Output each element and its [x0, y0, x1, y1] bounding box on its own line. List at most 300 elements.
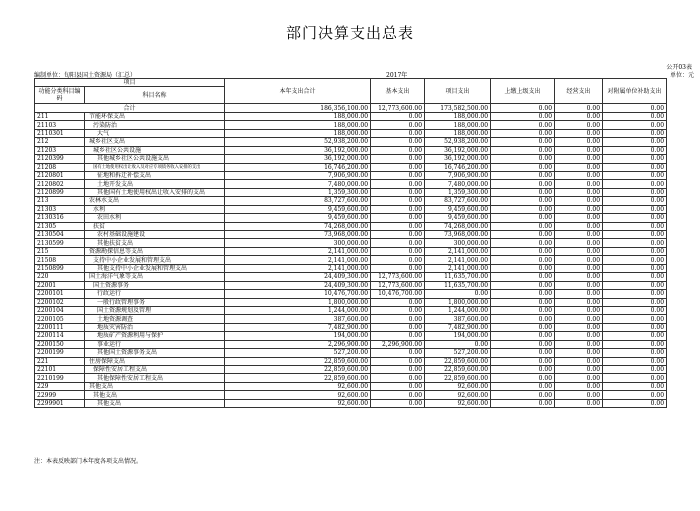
row-subsidy: 0.00 — [603, 146, 667, 154]
row-subsidy: 0.00 — [603, 247, 667, 255]
row-name: 事业运行 — [85, 340, 225, 348]
row-business: 0.00 — [555, 399, 603, 407]
row-upper: 0.00 — [491, 231, 555, 239]
row-total: 7,906,900.00 — [225, 171, 371, 179]
row-total: 2,141,000.00 — [225, 264, 371, 272]
row-name: 土地开发支出 — [85, 180, 225, 188]
row-project: 188,000.00 — [425, 121, 491, 129]
table-row — [35, 264, 667, 272]
row-business: 0.00 — [555, 256, 603, 264]
row-project: 7,482,900.00 — [425, 323, 491, 331]
row-project: 387,600.00 — [425, 315, 491, 323]
row-basic: 0.00 — [371, 239, 425, 247]
row-project: 0.00 — [425, 290, 491, 298]
table-row — [35, 281, 667, 289]
row-code: 2130504 — [35, 231, 85, 239]
table-row — [35, 180, 667, 188]
table-row — [35, 298, 667, 306]
row-upper: 0.00 — [491, 366, 555, 374]
row-upper: 0.00 — [491, 112, 555, 120]
row-code: 2200101 — [35, 290, 85, 298]
row-project: 36,192,000.00 — [425, 146, 491, 154]
row-upper: 0.00 — [491, 382, 555, 390]
row-name: 国土海洋气象等支出 — [85, 273, 225, 281]
row-subsidy: 0.00 — [603, 129, 667, 137]
row-name: 国土资源规划及管理 — [85, 306, 225, 314]
row-total: 92,600.00 — [225, 382, 371, 390]
row-basic: 0.00 — [371, 306, 425, 314]
row-business: 0.00 — [555, 306, 603, 314]
row-code: 2120399 — [35, 155, 85, 163]
row-subsidy: 0.00 — [603, 281, 667, 289]
row-business: 0.00 — [555, 188, 603, 196]
row-total: 7,482,900.00 — [225, 323, 371, 331]
table-row — [35, 247, 667, 255]
row-total: 73,968,000.00 — [225, 231, 371, 239]
row-subsidy: 0.00 — [603, 197, 667, 205]
row-code: 21508 — [35, 256, 85, 264]
row-project: 194,000.00 — [425, 332, 491, 340]
row-upper: 0.00 — [491, 315, 555, 323]
table-row — [35, 332, 667, 340]
row-upper: 0.00 — [491, 323, 555, 331]
row-subsidy: 0.00 — [603, 155, 667, 163]
row-project: 92,600.00 — [425, 382, 491, 390]
row-upper: 0.00 — [491, 138, 555, 146]
row-subsidy: 0.00 — [603, 298, 667, 306]
row-business: 0.00 — [555, 180, 603, 188]
row-basic: 0.00 — [371, 129, 425, 137]
row-basic: 0.00 — [371, 121, 425, 129]
table-row — [35, 357, 667, 365]
row-upper: 0.00 — [491, 349, 555, 357]
row-business: 0.00 — [555, 197, 603, 205]
row-basic: 0.00 — [371, 357, 425, 365]
row-business: 0.00 — [555, 214, 603, 222]
row-basic: 0.00 — [371, 205, 425, 213]
row-project: 2,141,000.00 — [425, 247, 491, 255]
row-project: 52,938,200.00 — [425, 138, 491, 146]
row-code: 21203 — [35, 146, 85, 154]
row-code: 2200105 — [35, 315, 85, 323]
table-row — [35, 222, 667, 230]
row-basic: 0.00 — [371, 138, 425, 146]
row-code: 221 — [35, 357, 85, 365]
row-project: 22,859,600.00 — [425, 366, 491, 374]
row-project: 92,600.00 — [425, 391, 491, 399]
table-row — [35, 146, 667, 154]
header-row-1 — [35, 79, 667, 87]
row-subsidy: 0.00 — [603, 273, 667, 281]
row-total: 52,938,200.00 — [225, 138, 371, 146]
row-name: 其他城乡社区公共设施支出 — [85, 155, 225, 163]
row-project: 2,141,000.00 — [425, 256, 491, 264]
row-business: 0.00 — [555, 171, 603, 179]
row-total: 300,000.00 — [225, 239, 371, 247]
row-subsidy: 0.00 — [603, 290, 667, 298]
row-code: 2299901 — [35, 399, 85, 407]
table-row — [35, 214, 667, 222]
row-upper: 0.00 — [491, 264, 555, 272]
row-total: 22,859,600.00 — [225, 366, 371, 374]
row-code: 2120802 — [35, 180, 85, 188]
row-name: 行政运行 — [85, 290, 225, 298]
row-upper: 0.00 — [491, 197, 555, 205]
row-total: 24,409,300.00 — [225, 273, 371, 281]
row-basic: 0.00 — [371, 146, 425, 154]
row-name: 住房保障支出 — [85, 357, 225, 365]
row-upper: 0.00 — [491, 273, 555, 281]
header-name: 科目名称 — [85, 87, 225, 104]
row-upper: 0.00 — [491, 214, 555, 222]
row-project: 9,459,600.00 — [425, 205, 491, 213]
header-code: 功能分类科目编码 — [35, 87, 85, 104]
row-basic: 0.00 — [371, 214, 425, 222]
row-code: 2200102 — [35, 298, 85, 306]
row-upper: 0.00 — [491, 399, 555, 407]
total-label: 合计 — [35, 104, 225, 112]
row-project: 1,359,300.00 — [425, 188, 491, 196]
row-upper: 0.00 — [491, 340, 555, 348]
row-name: 其他支出 — [85, 382, 225, 390]
row-total: 188,000.00 — [225, 112, 371, 120]
row-upper: 0.00 — [491, 155, 555, 163]
total-upper: 0.00 — [491, 104, 555, 112]
row-name: 城乡社区公共设施 — [85, 146, 225, 154]
row-upper: 0.00 — [491, 281, 555, 289]
row-business: 0.00 — [555, 138, 603, 146]
row-project: 7,906,900.00 — [425, 171, 491, 179]
header-project: 项目 — [35, 79, 225, 87]
row-business: 0.00 — [555, 290, 603, 298]
row-basic: 0.00 — [371, 399, 425, 407]
row-project: 36,192,000.00 — [425, 155, 491, 163]
row-basic: 0.00 — [371, 163, 425, 171]
row-total: 24,409,300.00 — [225, 281, 371, 289]
row-subsidy: 0.00 — [603, 256, 667, 264]
row-business: 0.00 — [555, 129, 603, 137]
row-total: 16,746,200.00 — [225, 163, 371, 171]
row-subsidy: 0.00 — [603, 323, 667, 331]
table-row — [35, 112, 667, 120]
row-code: 212 — [35, 138, 85, 146]
row-basic: 0.00 — [371, 382, 425, 390]
total-basic: 12,773,600.00 — [371, 104, 425, 112]
row-code: 2200199 — [35, 349, 85, 357]
table-row — [35, 323, 667, 331]
row-subsidy: 0.00 — [603, 138, 667, 146]
row-total: 194,000.00 — [225, 332, 371, 340]
row-code: 2200104 — [35, 306, 85, 314]
row-code: 2200111 — [35, 323, 85, 331]
row-project: 11,635,700.00 — [425, 273, 491, 281]
table-row — [35, 239, 667, 247]
row-upper: 0.00 — [491, 180, 555, 188]
row-code: 229 — [35, 382, 85, 390]
table-row — [35, 155, 667, 163]
row-subsidy: 0.00 — [603, 180, 667, 188]
row-subsidy: 0.00 — [603, 374, 667, 382]
row-code: 21103 — [35, 121, 85, 129]
row-code: 2210199 — [35, 374, 85, 382]
row-project: 22,859,600.00 — [425, 374, 491, 382]
table-row — [35, 366, 667, 374]
table-row — [35, 306, 667, 314]
table-row — [35, 231, 667, 239]
row-total: 22,859,600.00 — [225, 357, 371, 365]
total-business: 0.00 — [555, 104, 603, 112]
table-row — [35, 273, 667, 281]
table-row — [35, 171, 667, 179]
row-basic: 0.00 — [371, 332, 425, 340]
row-subsidy: 0.00 — [603, 332, 667, 340]
table-row — [35, 205, 667, 213]
row-basic: 10,476,700.00 — [371, 290, 425, 298]
row-name: 其他支出 — [85, 399, 225, 407]
table-row — [35, 399, 667, 407]
row-upper: 0.00 — [491, 239, 555, 247]
row-basic: 0.00 — [371, 197, 425, 205]
row-code: 2200150 — [35, 340, 85, 348]
row-subsidy: 0.00 — [603, 340, 667, 348]
table-row — [35, 256, 667, 264]
row-basic: 0.00 — [371, 366, 425, 374]
row-name: 征地和拆迁补偿支出 — [85, 171, 225, 179]
row-name: 国土资源事务 — [85, 281, 225, 289]
row-code: 2120899 — [35, 188, 85, 196]
row-name: 城乡社区支出 — [85, 138, 225, 146]
row-project: 16,746,200.00 — [425, 163, 491, 171]
row-basic: 0.00 — [371, 298, 425, 306]
page-title: 部门决算支出总表 — [285, 24, 414, 42]
row-business: 0.00 — [555, 247, 603, 255]
row-name: 地质矿产资源利用与保护 — [85, 332, 225, 340]
row-project: 0.00 — [425, 340, 491, 348]
row-business: 0.00 — [555, 391, 603, 399]
row-total: 7,480,000.00 — [225, 180, 371, 188]
row-business: 0.00 — [555, 357, 603, 365]
row-business: 0.00 — [555, 273, 603, 281]
row-name: 污染防治 — [85, 121, 225, 129]
row-basic: 0.00 — [371, 264, 425, 272]
table-row — [35, 290, 667, 298]
row-business: 0.00 — [555, 112, 603, 120]
row-project: 22,859,600.00 — [425, 357, 491, 365]
row-business: 0.00 — [555, 281, 603, 289]
row-basic: 0.00 — [371, 112, 425, 120]
row-upper: 0.00 — [491, 256, 555, 264]
row-name: 大气 — [85, 129, 225, 137]
row-basic: 2,296,900.00 — [371, 340, 425, 348]
row-business: 0.00 — [555, 349, 603, 357]
total-subsidy: 0.00 — [603, 104, 667, 112]
row-project: 1,244,000.00 — [425, 306, 491, 314]
row-code: 21303 — [35, 205, 85, 213]
row-business: 0.00 — [555, 382, 603, 390]
row-name: 其他保障性安居工程支出 — [85, 374, 225, 382]
row-subsidy: 0.00 — [603, 357, 667, 365]
row-name: 节能环保支出 — [85, 112, 225, 120]
row-upper: 0.00 — [491, 306, 555, 314]
row-subsidy: 0.00 — [603, 239, 667, 247]
row-basic: 0.00 — [371, 256, 425, 264]
header-upper: 上缴上级支出 — [491, 79, 555, 104]
row-total: 74,268,000.00 — [225, 222, 371, 230]
table-note: 注：本表反映部门本年度各项支出情况。 — [34, 458, 143, 465]
row-subsidy: 0.00 — [603, 222, 667, 230]
form-number: 公开03表 — [666, 64, 692, 71]
row-total: 36,192,000.00 — [225, 155, 371, 163]
row-total: 9,459,600.00 — [225, 214, 371, 222]
row-upper: 0.00 — [491, 332, 555, 340]
row-total: 2,141,000.00 — [225, 247, 371, 255]
expenditure-table — [34, 78, 667, 408]
row-name: 扶贫 — [85, 222, 225, 230]
row-subsidy: 0.00 — [603, 349, 667, 357]
table-row — [35, 349, 667, 357]
row-business: 0.00 — [555, 264, 603, 272]
row-basic: 0.00 — [371, 222, 425, 230]
row-upper: 0.00 — [491, 298, 555, 306]
row-upper: 0.00 — [491, 222, 555, 230]
row-total: 83,727,600.00 — [225, 197, 371, 205]
row-business: 0.00 — [555, 323, 603, 331]
row-total: 36,192,000.00 — [225, 146, 371, 154]
row-business: 0.00 — [555, 374, 603, 382]
total-row — [35, 104, 667, 112]
row-code: 2150899 — [35, 264, 85, 272]
row-name: 其他国土资源事务支出 — [85, 349, 225, 357]
row-project: 9,459,600.00 — [425, 214, 491, 222]
row-business: 0.00 — [555, 340, 603, 348]
table-row — [35, 138, 667, 146]
row-name: 土地资源调查 — [85, 315, 225, 323]
row-total: 2,141,000.00 — [225, 256, 371, 264]
row-upper: 0.00 — [491, 146, 555, 154]
row-upper: 0.00 — [491, 247, 555, 255]
row-subsidy: 0.00 — [603, 163, 667, 171]
row-name: 水利 — [85, 205, 225, 213]
table-row — [35, 340, 667, 348]
row-name: 地质灾害防治 — [85, 323, 225, 331]
table-row — [35, 121, 667, 129]
row-total: 10,476,700.00 — [225, 290, 371, 298]
row-project: 2,141,000.00 — [425, 264, 491, 272]
row-subsidy: 0.00 — [603, 231, 667, 239]
row-code: 220 — [35, 273, 85, 281]
row-business: 0.00 — [555, 315, 603, 323]
row-code: 2120801 — [35, 171, 85, 179]
row-code: 2110301 — [35, 129, 85, 137]
row-project: 188,000.00 — [425, 129, 491, 137]
row-subsidy: 0.00 — [603, 382, 667, 390]
table-row — [35, 374, 667, 382]
row-name: 农田水利 — [85, 214, 225, 222]
row-total: 188,000.00 — [225, 121, 371, 129]
row-name: 其他国有土地使用权出让收入安排的支出 — [85, 188, 225, 196]
header-project-exp: 项目支出 — [425, 79, 491, 104]
row-name: 农村基础设施建设 — [85, 231, 225, 239]
header-subsidy: 对附属单位补助支出 — [603, 79, 667, 104]
row-business: 0.00 — [555, 239, 603, 247]
meta-bar — [34, 70, 694, 79]
row-name: 农林水支出 — [85, 197, 225, 205]
currency-unit: 单位：元 — [669, 72, 694, 79]
row-upper: 0.00 — [491, 290, 555, 298]
row-project: 83,727,600.00 — [425, 197, 491, 205]
row-subsidy: 0.00 — [603, 366, 667, 374]
row-name: 其他支持中小企业发展和管理支出 — [85, 264, 225, 272]
row-basic: 0.00 — [371, 349, 425, 357]
row-project: 92,600.00 — [425, 399, 491, 407]
row-basic: 0.00 — [371, 188, 425, 196]
row-upper: 0.00 — [491, 129, 555, 137]
row-upper: 0.00 — [491, 374, 555, 382]
row-project: 73,968,000.00 — [425, 231, 491, 239]
table-row — [35, 129, 667, 137]
header-total: 本年支出合计 — [225, 79, 371, 104]
row-business: 0.00 — [555, 155, 603, 163]
row-subsidy: 0.00 — [603, 306, 667, 314]
org-name: 编制单位：旬阳县国土资源局（汇总） — [34, 72, 137, 79]
row-project: 527,200.00 — [425, 349, 491, 357]
row-total: 527,200.00 — [225, 349, 371, 357]
table-row — [35, 163, 667, 171]
row-subsidy: 0.00 — [603, 399, 667, 407]
row-project: 300,000.00 — [425, 239, 491, 247]
row-total: 2,296,900.00 — [225, 340, 371, 348]
table-row — [35, 382, 667, 390]
row-subsidy: 0.00 — [603, 391, 667, 399]
row-business: 0.00 — [555, 163, 603, 171]
row-business: 0.00 — [555, 366, 603, 374]
row-code: 22101 — [35, 366, 85, 374]
row-total: 387,600.00 — [225, 315, 371, 323]
row-project: 1,800,000.00 — [425, 298, 491, 306]
row-code: 22999 — [35, 391, 85, 399]
table-row — [35, 188, 667, 196]
row-subsidy: 0.00 — [603, 188, 667, 196]
row-code: 213 — [35, 197, 85, 205]
row-basic: 0.00 — [371, 315, 425, 323]
row-project: 7,480,000.00 — [425, 180, 491, 188]
row-code: 22001 — [35, 281, 85, 289]
row-business: 0.00 — [555, 332, 603, 340]
row-basic: 0.00 — [371, 323, 425, 331]
row-name: 其他支出 — [85, 391, 225, 399]
row-total: 1,359,300.00 — [225, 188, 371, 196]
row-basic: 0.00 — [371, 155, 425, 163]
row-basic: 12,773,600.00 — [371, 281, 425, 289]
row-total: 188,000.00 — [225, 129, 371, 137]
row-business: 0.00 — [555, 298, 603, 306]
row-project: 188,000.00 — [425, 112, 491, 120]
row-upper: 0.00 — [491, 121, 555, 129]
row-business: 0.00 — [555, 121, 603, 129]
row-total: 92,600.00 — [225, 391, 371, 399]
row-name: 支持中小企业发展和管理支出 — [85, 256, 225, 264]
row-subsidy: 0.00 — [603, 112, 667, 120]
row-basic: 0.00 — [371, 247, 425, 255]
row-total: 1,244,000.00 — [225, 306, 371, 314]
row-upper: 0.00 — [491, 205, 555, 213]
row-code: 21208 — [35, 163, 85, 171]
row-name: 资源勘探信息等支出 — [85, 247, 225, 255]
row-business: 0.00 — [555, 231, 603, 239]
row-total: 9,459,600.00 — [225, 205, 371, 213]
row-total: 1,800,000.00 — [225, 298, 371, 306]
row-name: 国有土地使用权出让收入及对应专项债务收入安排的支出 — [85, 163, 225, 171]
